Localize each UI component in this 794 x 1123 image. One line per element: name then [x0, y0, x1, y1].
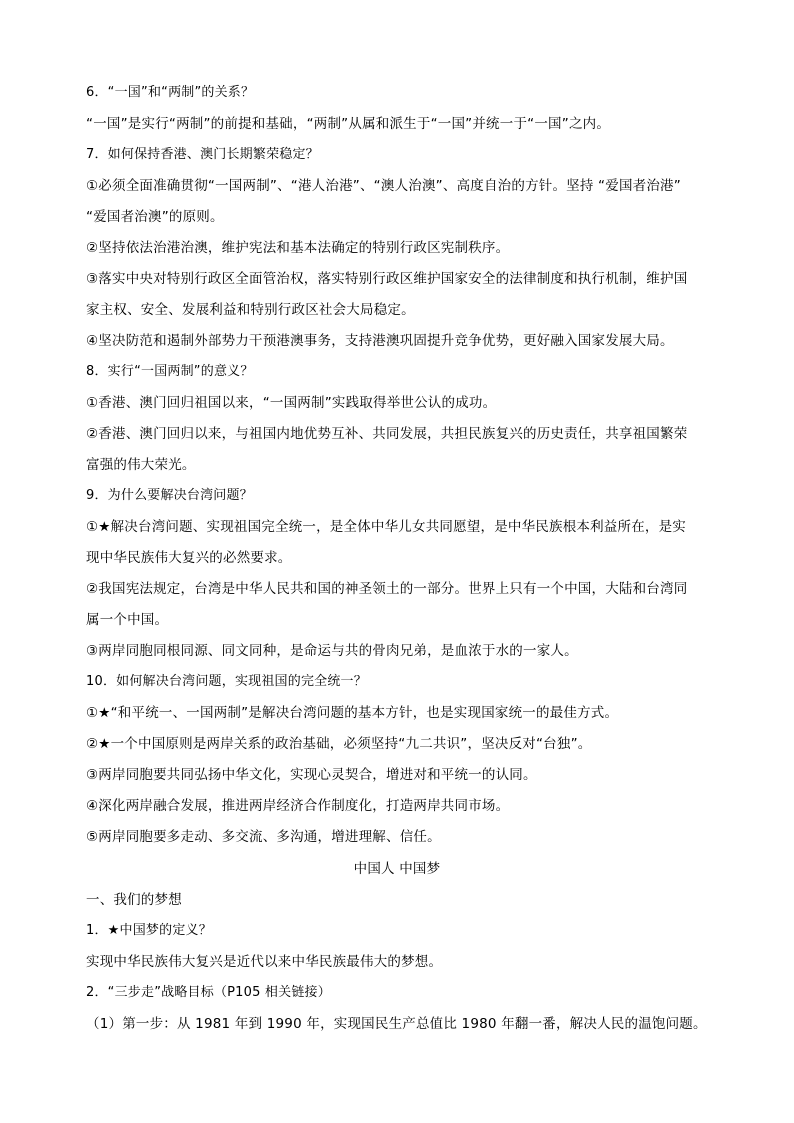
- subsection-heading: 一、我们的梦想: [86, 892, 182, 908]
- question-6-heading: 6．“一国”和“两制”的关系？: [86, 85, 255, 100]
- question-10-heading: 10．如何解决台湾问题，实现祖国的完全统一？: [86, 674, 367, 689]
- answer-10-point-2: ②★一个中国原则是两岸关系的政治基础，必须坚持“九二共识”，坚决反对“台独”。: [86, 736, 592, 752]
- question-8-heading: 8．实行“一国两制”的意义？: [86, 364, 254, 379]
- answer-10-point-4: ④深化两岸融合发展，推进两岸经济合作制度化，打造两岸共同市场。: [86, 798, 510, 814]
- answer-2-step-1: （1）第一步：从 1981 年到 1990 年，实现国民生产总值比 1980 年翻一番，解决人民的温饱问题。: [86, 1016, 707, 1032]
- answer-10-point-5: ⑤两岸同胞要多走动、多交流、多沟通，增进理解、信任。: [86, 829, 441, 845]
- section-title: 中国人 中国梦: [353, 861, 441, 877]
- answer-6-text: “一国”是实行“两制”的前提和基础，“两制”从属和派生于“一国”并统一于“一国”之内。: [86, 116, 611, 132]
- answer-10-point-1: ①★“和平统一、一国两制”是解决台湾问题的基本方针，也是实现国家统一的最佳方式。: [86, 705, 619, 721]
- answer-8-point-2-cont: 富强的伟大荣光。: [86, 457, 196, 473]
- answer-7-point-3: ③落实中央对特别行政区全面管治权，落实特别行政区维护国家安全的法律制度和执行机制，维护国: [86, 271, 688, 287]
- answer-7-point-2: ②坚持依法治港治澳，维护宪法和基本法确定的特别行政区宪制秩序。: [86, 240, 510, 256]
- answer-10-point-3: ③两岸同胞要共同弘扬中华文化，实现心灵契合，增进对和平统一的认同。: [86, 767, 537, 783]
- answer-9-point-1: ①★解决台湾问题、实现祖国完全统一，是全体中华儿女共同愿望，是中华民族根本利益所在，是实: [86, 519, 687, 535]
- answer-9-point-1-cont: 现中华民族伟大复兴的必然要求。: [86, 550, 292, 566]
- answer-8-point-2: ②香港、澳门回归以来，与祖国内地优势互补、共同发展，共担民族复兴的历史责任，共享祖国繁荣: [86, 426, 688, 442]
- question-1-heading: 1．★中国梦的定义？: [86, 923, 212, 938]
- answer-8-point-1: ①香港、澳门回归祖国以来，“一国两制”实践取得举世公认的成功。: [86, 395, 497, 411]
- answer-7-point-1: ①必须全面准确贯彻“一国两制”、“港人治港”、“澳人治澳”、高度自治的方针。坚持 “爱国者治港”: [86, 178, 681, 194]
- answer-9-point-2-cont: 属一个中国。: [86, 612, 169, 628]
- answer-9-point-3: ③两岸同胞同根同源、同文同种，是命运与共的骨肉兄弟，是血浓于水的一家人。: [86, 643, 578, 659]
- answer-9-point-2: ②我国宪法规定，台湾是中华人民共和国的神圣领土的一部分。世界上只有一个中国，大陆和台湾同: [86, 581, 688, 597]
- question-2-heading: 2．“三步走”战略目标（P105 相关链接）: [86, 985, 331, 1000]
- answer-7-point-4: ④坚决防范和遏制外部势力干预港澳事务，支持港澳巩固提升竞争优势，更好融入国家发展大局。: [86, 333, 674, 349]
- question-7-heading: 7．如何保持香港、澳门长期繁荣稳定？: [86, 147, 319, 162]
- answer-7-point-1-cont: “爱国者治澳”的原则。: [86, 209, 224, 225]
- answer-1-text: 实现中华民族伟大复兴是近代以来中华民族最伟大的梦想。: [86, 954, 443, 970]
- question-9-heading: 9．为什么要解决台湾问题？: [86, 488, 253, 503]
- answer-7-point-3-cont: 家主权、安全、发展利益和特别行政区社会大局稳定。: [86, 302, 415, 318]
